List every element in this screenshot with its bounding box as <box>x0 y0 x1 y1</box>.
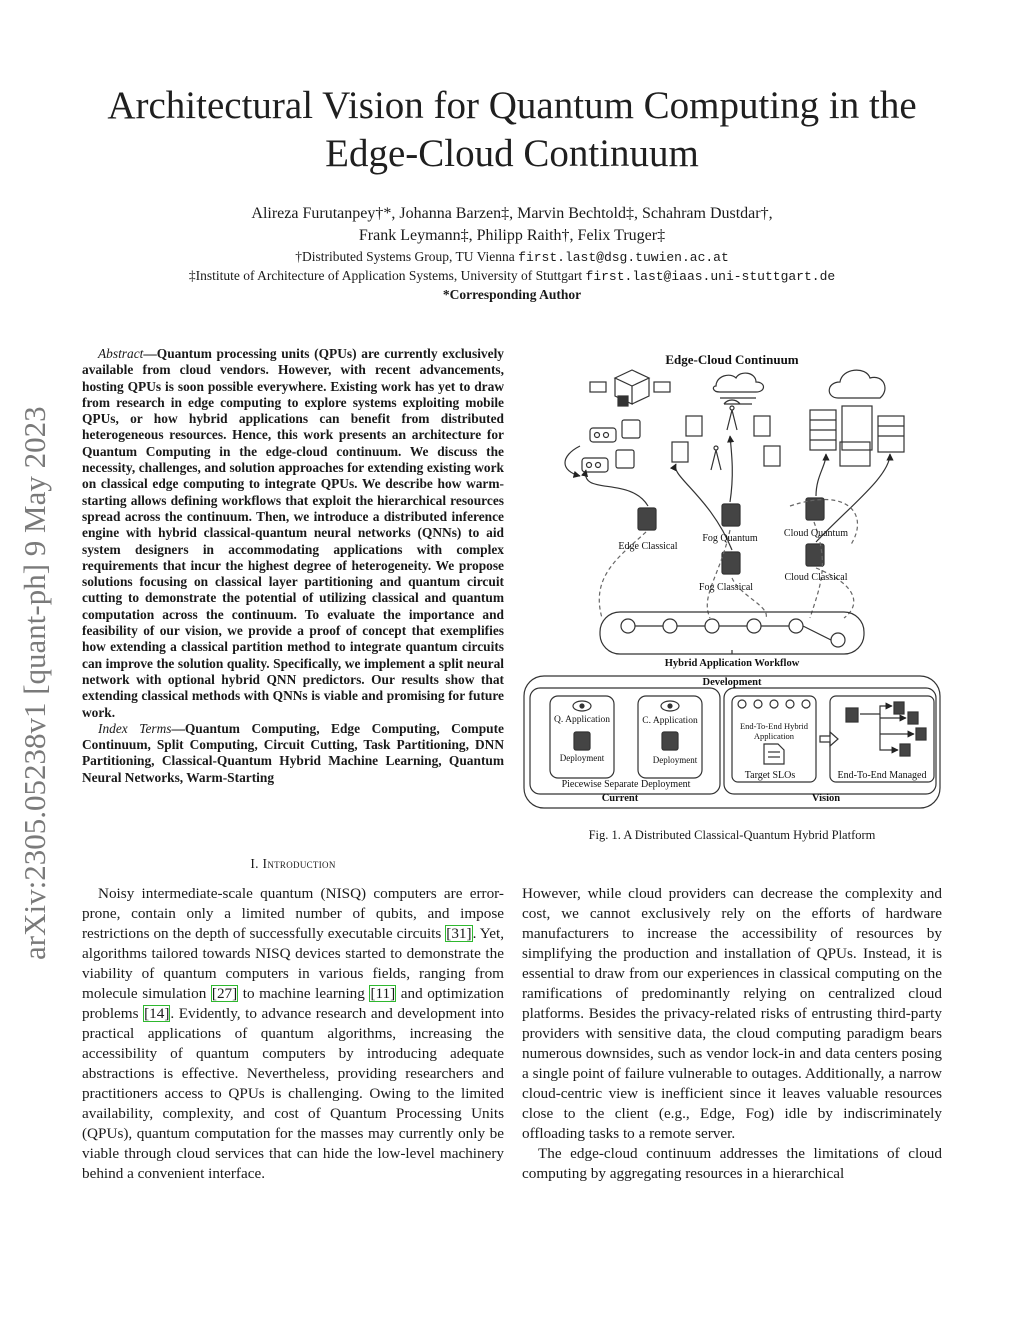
fog-server-icon <box>672 416 780 466</box>
atom-icon <box>573 701 591 711</box>
fog-classical-label: Fog Classical <box>698 582 754 593</box>
deployment-script-icon <box>574 732 590 750</box>
section-title: Introduction <box>262 856 336 871</box>
workflow-node-icon <box>621 619 845 647</box>
abstract <box>82 346 504 786</box>
section-heading <box>82 856 504 872</box>
intro-left-column <box>82 884 504 1184</box>
index-terms-text: —Quantum Computing, Edge Computing, Compute Continuum, Split Computing, Circuit Cutting, Task Partitioning, DNN Partitioning, Classical-Quantum Hybrid Machine Learning, Quantum Neural Networks, Warm-Starting <box>82 720 504 785</box>
deployment-script-icon <box>662 732 678 750</box>
edge-classical-label: Edge Classical <box>618 541 678 552</box>
citation-link[interactable]: [11] <box>370 985 396 1002</box>
affiliation-stuttgart <box>100 267 924 286</box>
paper-title <box>60 82 964 178</box>
intro-paragraph: However, while cloud providers can decrease the complexity and cost, we cannot exclusively rely on the efforts of hardware manufacturers to increase the accessibility of resources by simplifying the production and installation of QPUs. Instead, it is essential to draw from our experiences in classical computing on the ramifications of predominantly relying on centralized cloud platforms. Besides the privacy-related risks of entrusting third-party providers with sensitive data, the cloud computing paradigm bears numerous downsides, such as vendor lock-in and data centers posing a single point of failure vulnerable to outages. Additionally, a narrow cloud-centric view is inefficient since it leaves valuable resources close to the client (e.g., Edge, Fog) idle by indiscriminately offloading tasks to a remote server. <box>522 885 942 1142</box>
email-address: first.last@dsg.tuwien.ac.at <box>518 250 729 265</box>
cloud-classical-script-icon <box>806 544 824 566</box>
managed-tree-icon <box>846 702 926 756</box>
index-terms <box>82 721 504 786</box>
figure-1 <box>520 346 944 814</box>
text-run: . Yet, algorithms tailored towards NISQ devices started to demonstrate the viability of quantum computers in various fields, ranging from molecule simulation <box>82 925 505 1002</box>
deployment-label: Deployment <box>559 753 605 763</box>
text-run: Noisy intermediate-scale quantum (NISQ) computers are error-prone, contain only a limited number of qubits, and impose restrictions on the depth of successfully executable circuits <box>82 885 504 942</box>
intro-paragraph: The edge-cloud continuum addresses the limitations of cloud computing by aggregating resources in a hierarchical <box>522 1145 942 1182</box>
title-line-2: Edge-Cloud Continuum <box>325 132 699 175</box>
citation-link[interactable]: [27] <box>211 985 238 1002</box>
figure-caption: Fig. 1. A Distributed Classical-Quantum Hybrid Platform <box>588 828 876 842</box>
phone-device-icon <box>582 420 640 472</box>
target-slos-label: Target SLOs <box>744 770 796 781</box>
q-application-label: Q. Application <box>554 715 610 725</box>
authors-line-2: Frank Leymann‡, Philipp Raith†, Felix Truger‡ <box>358 227 666 244</box>
section-number: I. <box>250 856 263 871</box>
text-run: . Evidently, to advance research and development into practical applications of quantum algorithms, increasing the accessibility of quantum computers by introducing adequate abstractions is effective. Nevertheless, providing researchers and practitioners access to QPUs is challenging. Owing to the limited availability, complexity, and cost of Quantum Processing Units (QPUs), quantum computation for the masses may currently only be viable through cloud services that can hide the low-level machinery behind a convenient interface. <box>82 1005 504 1182</box>
email-address: first.last@iaas.uni-stuttgart.de <box>585 269 836 284</box>
piecewise-label: Piecewise Separate Deployment <box>561 779 691 790</box>
development-label: Development <box>702 677 762 688</box>
fog-quantum-script-icon <box>722 504 740 526</box>
abstract-paragraph <box>82 346 504 721</box>
cloud-icon <box>829 370 885 398</box>
cloud-quantum-script-icon <box>806 498 824 520</box>
authors-line-1: Alireza Furutanpey†*, Johanna Barzen‡, Marvin Bechtold‡, Schahram Dustdar†, <box>251 205 773 222</box>
text-run: and optimization problems <box>82 985 504 1022</box>
mini-workflow-icon <box>738 700 810 708</box>
diagram-heading: Edge-Cloud Continuum <box>665 352 799 367</box>
architecture-diagram <box>520 346 944 814</box>
edge-classical-script-icon <box>638 508 656 530</box>
affiliations <box>100 248 924 304</box>
fog-cloud-icon <box>713 373 763 404</box>
title-line-1: Architectural Vision for Quantum Computing in the <box>107 84 917 127</box>
e2e-hybrid-label-2: Application <box>753 731 795 741</box>
workflow-label: Hybrid Application Workflow <box>664 658 800 669</box>
antenna-icon <box>711 400 740 470</box>
e2e-hybrid-label-1: End-To-End Hybrid <box>739 721 809 731</box>
deployment-label: Deployment <box>652 755 698 765</box>
affiliation-tu-vienna <box>100 248 924 267</box>
abstract-text: —Quantum processing units (QPUs) are currently exclusively available from cloud vendors. However, with recent advancements, hosting QPUs is soon possible everywhere. Existing work has yet to draw from research in edge computing to explore systems exploiting mobile QPUs, or how hybrid applications can benefit from distributed heterogeneous resources. Hence, this work presents an architecture for Quantum Computing in the edge-cloud continuum. We discuss the necessity, challenges, and solution approaches for extending existing work on classical edge computing to integrate QPUs. We describe how warm-starting allows defining workflows that exploit the hierarchical resources spread across the continuum. Then, we introduce a distributed inference engine with hybrid classical-quantum neural networks (QNNs) to aid system designers in accommodating applications with complex requirements that incur the highest degree of heterogeneity. We propose solutions focusing on classical layer partitioning and quantum circuit cutting to demonstrate the potential of utilizing classical and quantum computation across the continuum. To evaluate the importance and feasibility of our vision, we provide a proof of concept that exemplifies how extending a classical partition method to integrate quantum circuits can improve the solution quality. Specifically, we implement a split neural network with optional hybrid QNN predictors. Our results show that extending classical methods with QNNs is viable and promising for future work. <box>82 346 504 720</box>
intro-paragraph <box>82 884 504 1184</box>
corresponding-author-note: *Corresponding Author <box>442 287 582 302</box>
arxiv-stamp: arXiv:2305.05238v1 [quant-ph] 9 May 2023 <box>17 406 52 960</box>
cloud-classical-label: Cloud Classical <box>784 572 848 583</box>
workflow-pill <box>600 612 864 654</box>
c-application-label: C. Application <box>642 716 698 726</box>
citation-link[interactable]: [14] <box>144 1005 170 1022</box>
edge-cube-icon <box>590 370 670 406</box>
vision-label: Vision <box>811 793 841 804</box>
fog-quantum-label: Fog Quantum <box>702 533 758 544</box>
e2e-managed-label: End-To-End Managed <box>837 770 927 781</box>
atom-icon <box>661 701 679 711</box>
right-arrow-icon <box>820 732 838 746</box>
abstract-lead: Abstract <box>98 346 144 361</box>
index-terms-lead: Index Terms <box>98 720 172 736</box>
text-run: to machine learning <box>238 985 370 1002</box>
fog-classical-script-icon <box>722 552 740 574</box>
document-icon <box>764 744 784 764</box>
intro-right-column <box>522 884 942 1184</box>
affiliation-text: †Distributed Systems Group, TU Vienna <box>295 249 519 264</box>
cloud-quantum-label: Cloud Quantum <box>783 528 849 539</box>
citation-link[interactable]: [31] <box>446 925 472 942</box>
current-label: Current <box>601 793 639 804</box>
author-list <box>100 203 924 247</box>
affiliation-text: ‡Institute of Architecture of Application Systems, University of Stuttgart <box>188 268 586 283</box>
